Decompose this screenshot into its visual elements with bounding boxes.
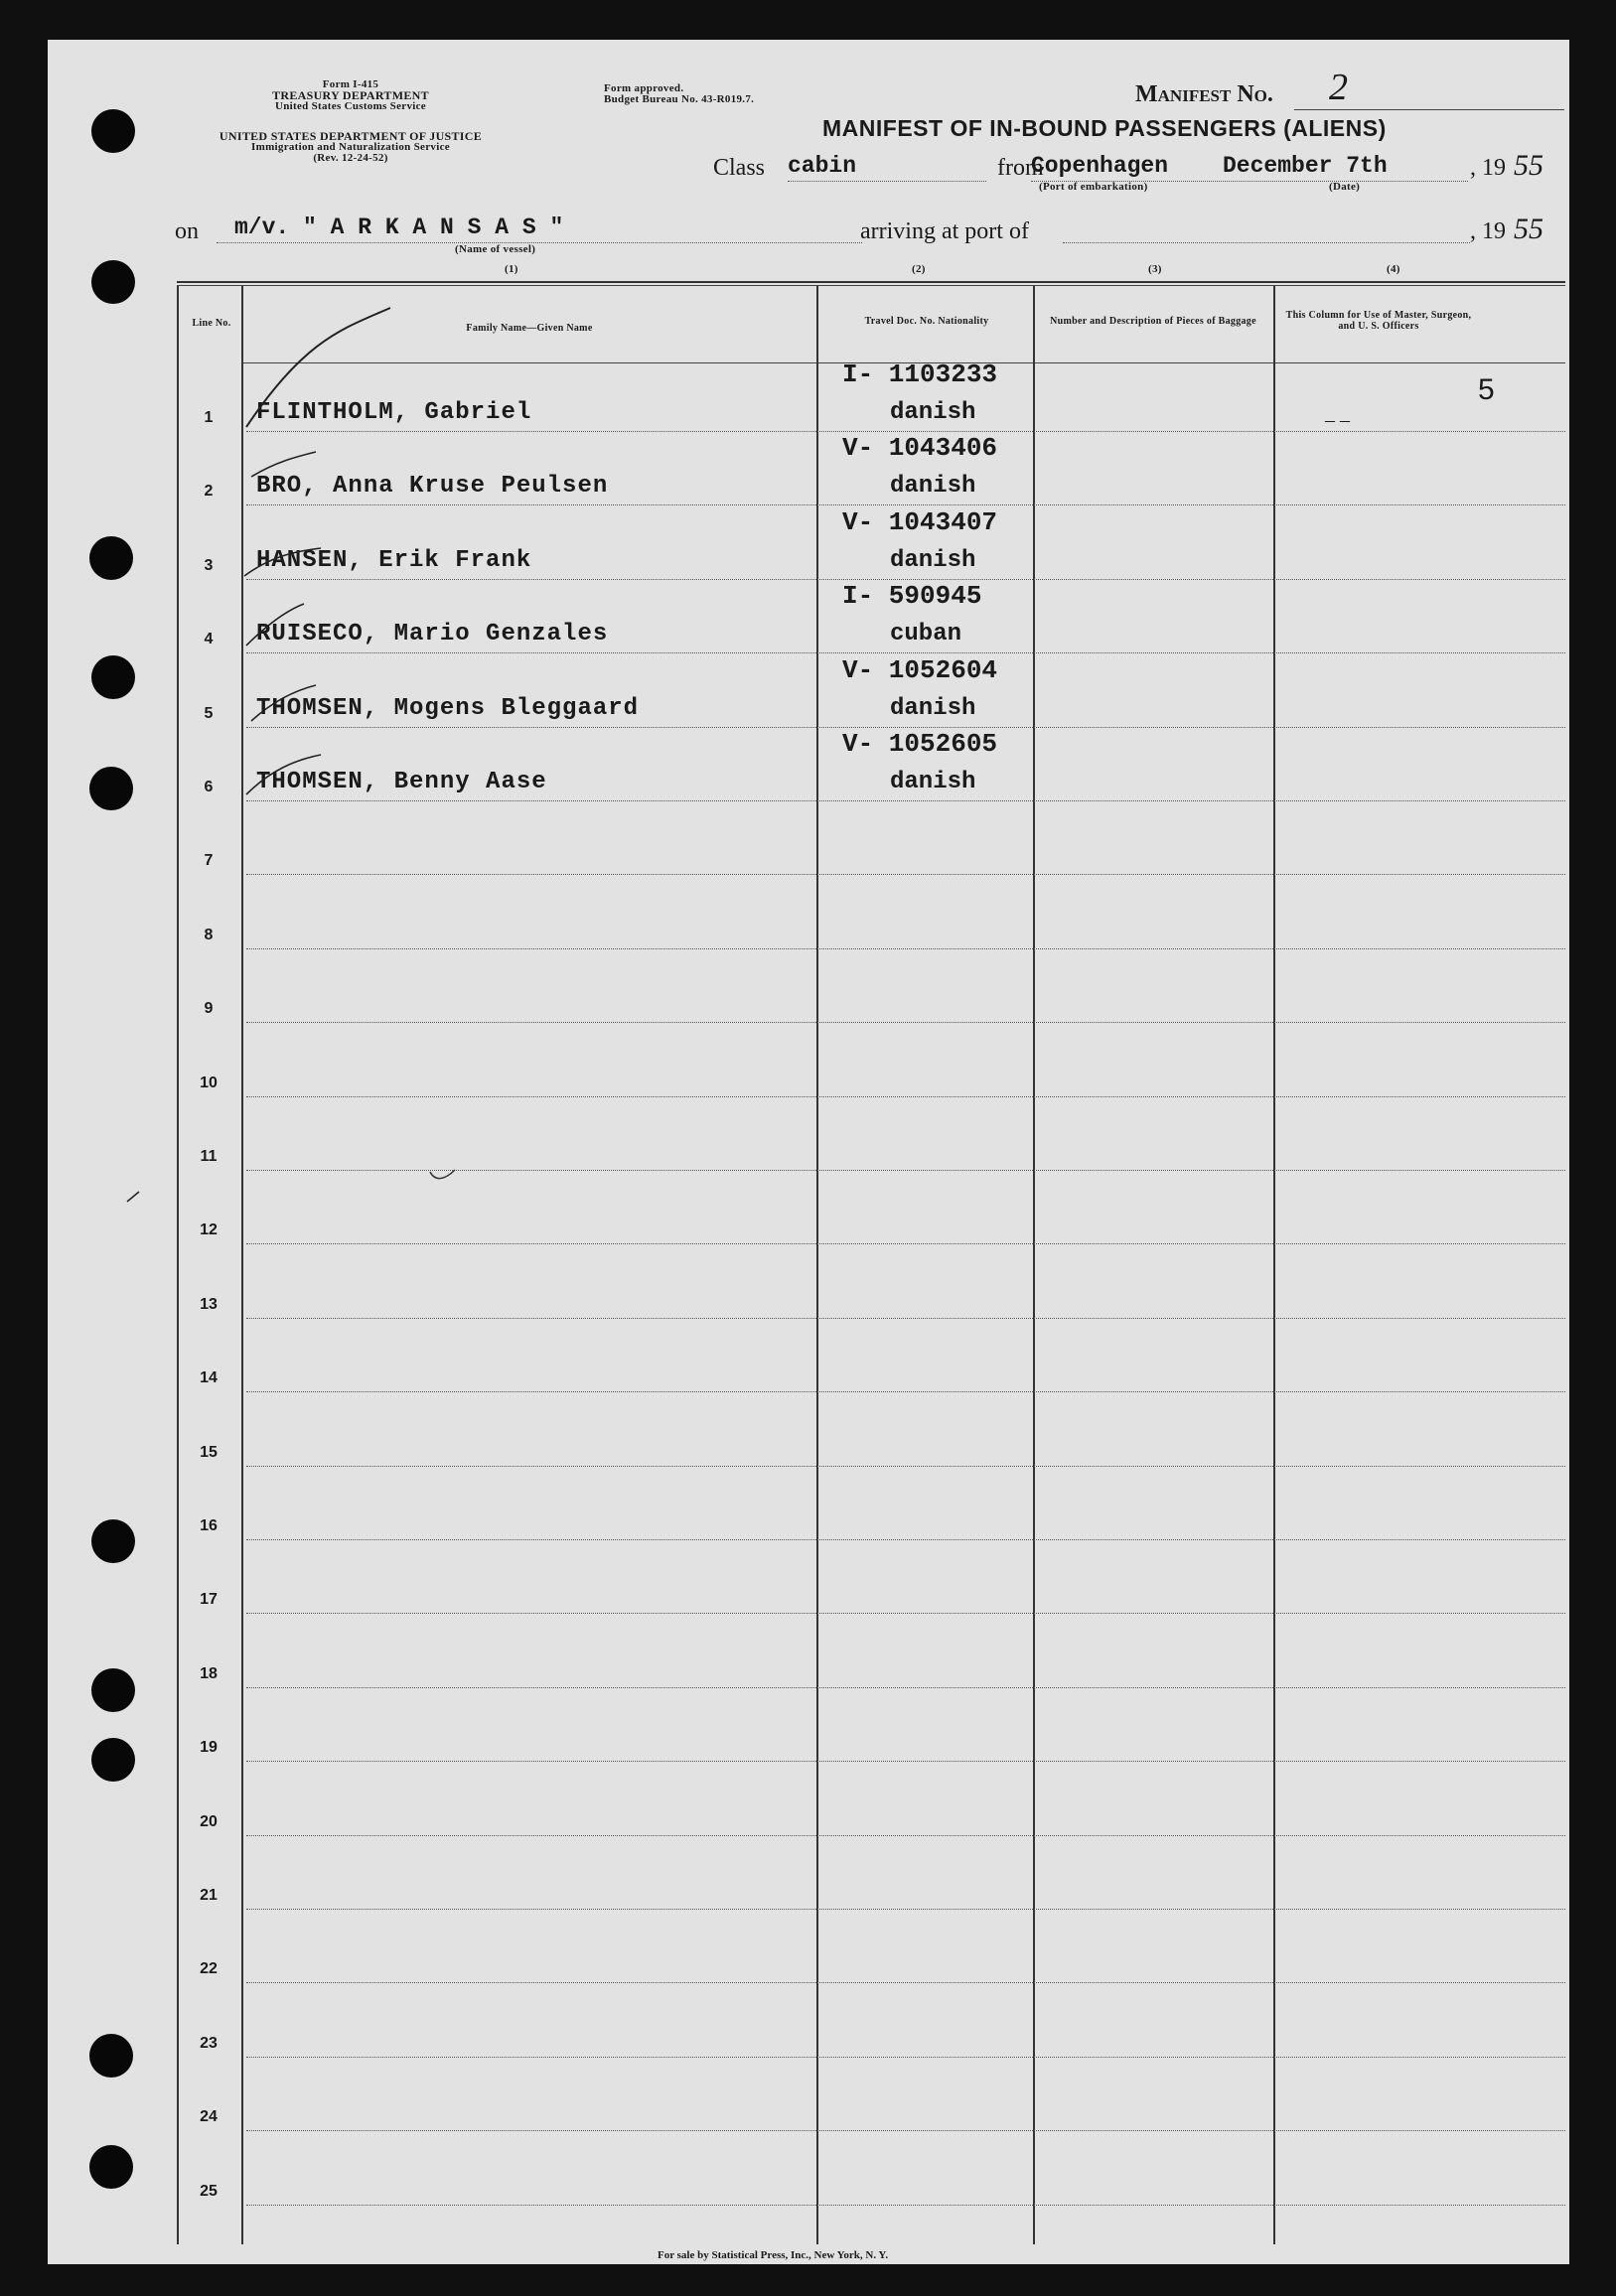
nationality: danish	[890, 694, 976, 722]
passenger-name: FLINTHOLM, Gabriel	[256, 399, 532, 426]
on-label: on	[175, 218, 199, 244]
nationality: danish	[890, 473, 976, 501]
line-number: 13	[200, 1295, 218, 1313]
check-mark-1	[246, 308, 390, 427]
form-number: Form I-415	[322, 78, 379, 90]
line-number: 23	[200, 2034, 218, 2052]
officer-dash: – –	[1325, 409, 1350, 431]
margin-mark	[127, 1192, 139, 1202]
check-marks	[48, 40, 1569, 2264]
budget-bureau: Budget Bureau No. 43-R019.7.	[604, 93, 755, 105]
line-number: 22	[200, 1960, 218, 1978]
col-mark-3: (3)	[1148, 263, 1162, 275]
arrival-year-value: 55	[1514, 213, 1543, 245]
port-caption: (Port of embarkation)	[1039, 181, 1148, 193]
manifest-no-label: Manifest No.	[1135, 81, 1273, 107]
col-mark-4: (4)	[1387, 263, 1400, 275]
manifest-title: MANIFEST OF IN-BOUND PASSENGERS (ALIENS)	[822, 115, 1387, 141]
travel-doc-number: V- 1043406	[842, 433, 998, 464]
line-number: 11	[200, 1148, 218, 1165]
header-baggage: Number and Description of Pieces of Baggage	[1050, 316, 1256, 327]
passenger-name: THOMSEN, Mogens Bleggaard	[256, 694, 640, 722]
class-value: cabin	[788, 153, 857, 179]
line-number: 7	[204, 852, 214, 870]
line-number: 24	[200, 2108, 218, 2126]
line-number: 16	[200, 1517, 218, 1534]
line-number: 10	[200, 1074, 218, 1091]
col-mark-1: (1)	[505, 263, 518, 275]
footer-printer: For sale by Statistical Press, Inc., New York, N. Y.	[658, 2249, 889, 2261]
check-mark-3	[244, 548, 321, 576]
stray-mark	[430, 1170, 455, 1179]
date-caption: (Date)	[1329, 181, 1361, 193]
nationality: cuban	[890, 621, 962, 648]
form-revision: (Rev. 12-24-52)	[313, 152, 388, 164]
line-number: 3	[204, 556, 214, 574]
passenger-name: BRO, Anna Kruse Peulsen	[256, 473, 609, 501]
line-number: 9	[204, 1000, 214, 1018]
year-prefix: , 19	[1470, 155, 1506, 181]
check-mark-4	[246, 604, 304, 646]
nationality: danish	[890, 769, 976, 795]
line-number: 4	[204, 631, 214, 648]
from-label: from	[997, 155, 1044, 181]
line-number: 6	[204, 779, 214, 795]
date-value: December 7th	[1223, 153, 1388, 179]
header-doc: Travel Doc. No. Nationality	[864, 316, 989, 327]
year-value: 55	[1514, 149, 1543, 182]
travel-doc-number: V- 1052604	[842, 654, 998, 685]
col-mark-2: (2)	[912, 263, 926, 275]
line-number: 8	[204, 926, 214, 943]
check-mark-6	[246, 755, 321, 794]
line-number: 19	[200, 1739, 218, 1757]
line-number: 12	[200, 1221, 218, 1239]
header-name: Family Name—Given Name	[466, 323, 593, 334]
travel-doc-number: I- 590945	[842, 581, 982, 612]
manifest-page	[48, 40, 1569, 2264]
line-number: 21	[200, 1887, 218, 1904]
class-label: Class	[713, 155, 766, 181]
form-approved: Form approved.	[604, 82, 684, 94]
line-number: 2	[204, 483, 214, 501]
travel-doc-number: I- 1103233	[842, 359, 998, 389]
travel-doc-number: V- 1052605	[842, 729, 998, 759]
check-mark-5	[251, 685, 316, 721]
manifest-no-value: 2	[1329, 67, 1348, 108]
line-number: 18	[200, 1664, 218, 1682]
vessel-caption: (Name of vessel)	[455, 243, 536, 255]
vessel-value: m/v. " A R K A N S A S "	[234, 215, 564, 240]
port-value: Copenhagen	[1031, 153, 1169, 179]
line-number: 17	[200, 1591, 218, 1609]
arrival-year-prefix: , 19	[1470, 218, 1506, 244]
justice-dept: UNITED STATES DEPARTMENT OF JUSTICE	[219, 129, 483, 143]
officer-note: 5	[1478, 373, 1495, 406]
line-number: 20	[200, 1812, 218, 1830]
passenger-name: HANSEN, Erik Frank	[256, 546, 532, 574]
passenger-name: RUISECO, Mario Genzales	[256, 621, 609, 648]
line-number: 1	[204, 409, 214, 426]
passenger-name: THOMSEN, Benny Aase	[256, 769, 547, 795]
header-officers: This Column for Use of Master, Surgeon, and U. S. Officers	[1285, 310, 1472, 332]
ins-service: Immigration and Naturalization Service	[251, 141, 450, 153]
header-line-no: Line No.	[192, 318, 231, 329]
nationality: danish	[890, 399, 976, 426]
customs-service: United States Customs Service	[275, 100, 426, 112]
treasury-dept: TREASURY DEPARTMENT	[272, 88, 429, 102]
line-number: 5	[204, 704, 214, 722]
nationality: danish	[890, 546, 976, 574]
line-number: 15	[200, 1443, 218, 1461]
arriving-label: arriving at port of	[860, 218, 1029, 244]
line-number: 25	[200, 2182, 218, 2200]
travel-doc-number: V- 1043407	[842, 506, 998, 537]
line-number: 14	[200, 1369, 218, 1387]
check-mark-2	[251, 452, 316, 477]
